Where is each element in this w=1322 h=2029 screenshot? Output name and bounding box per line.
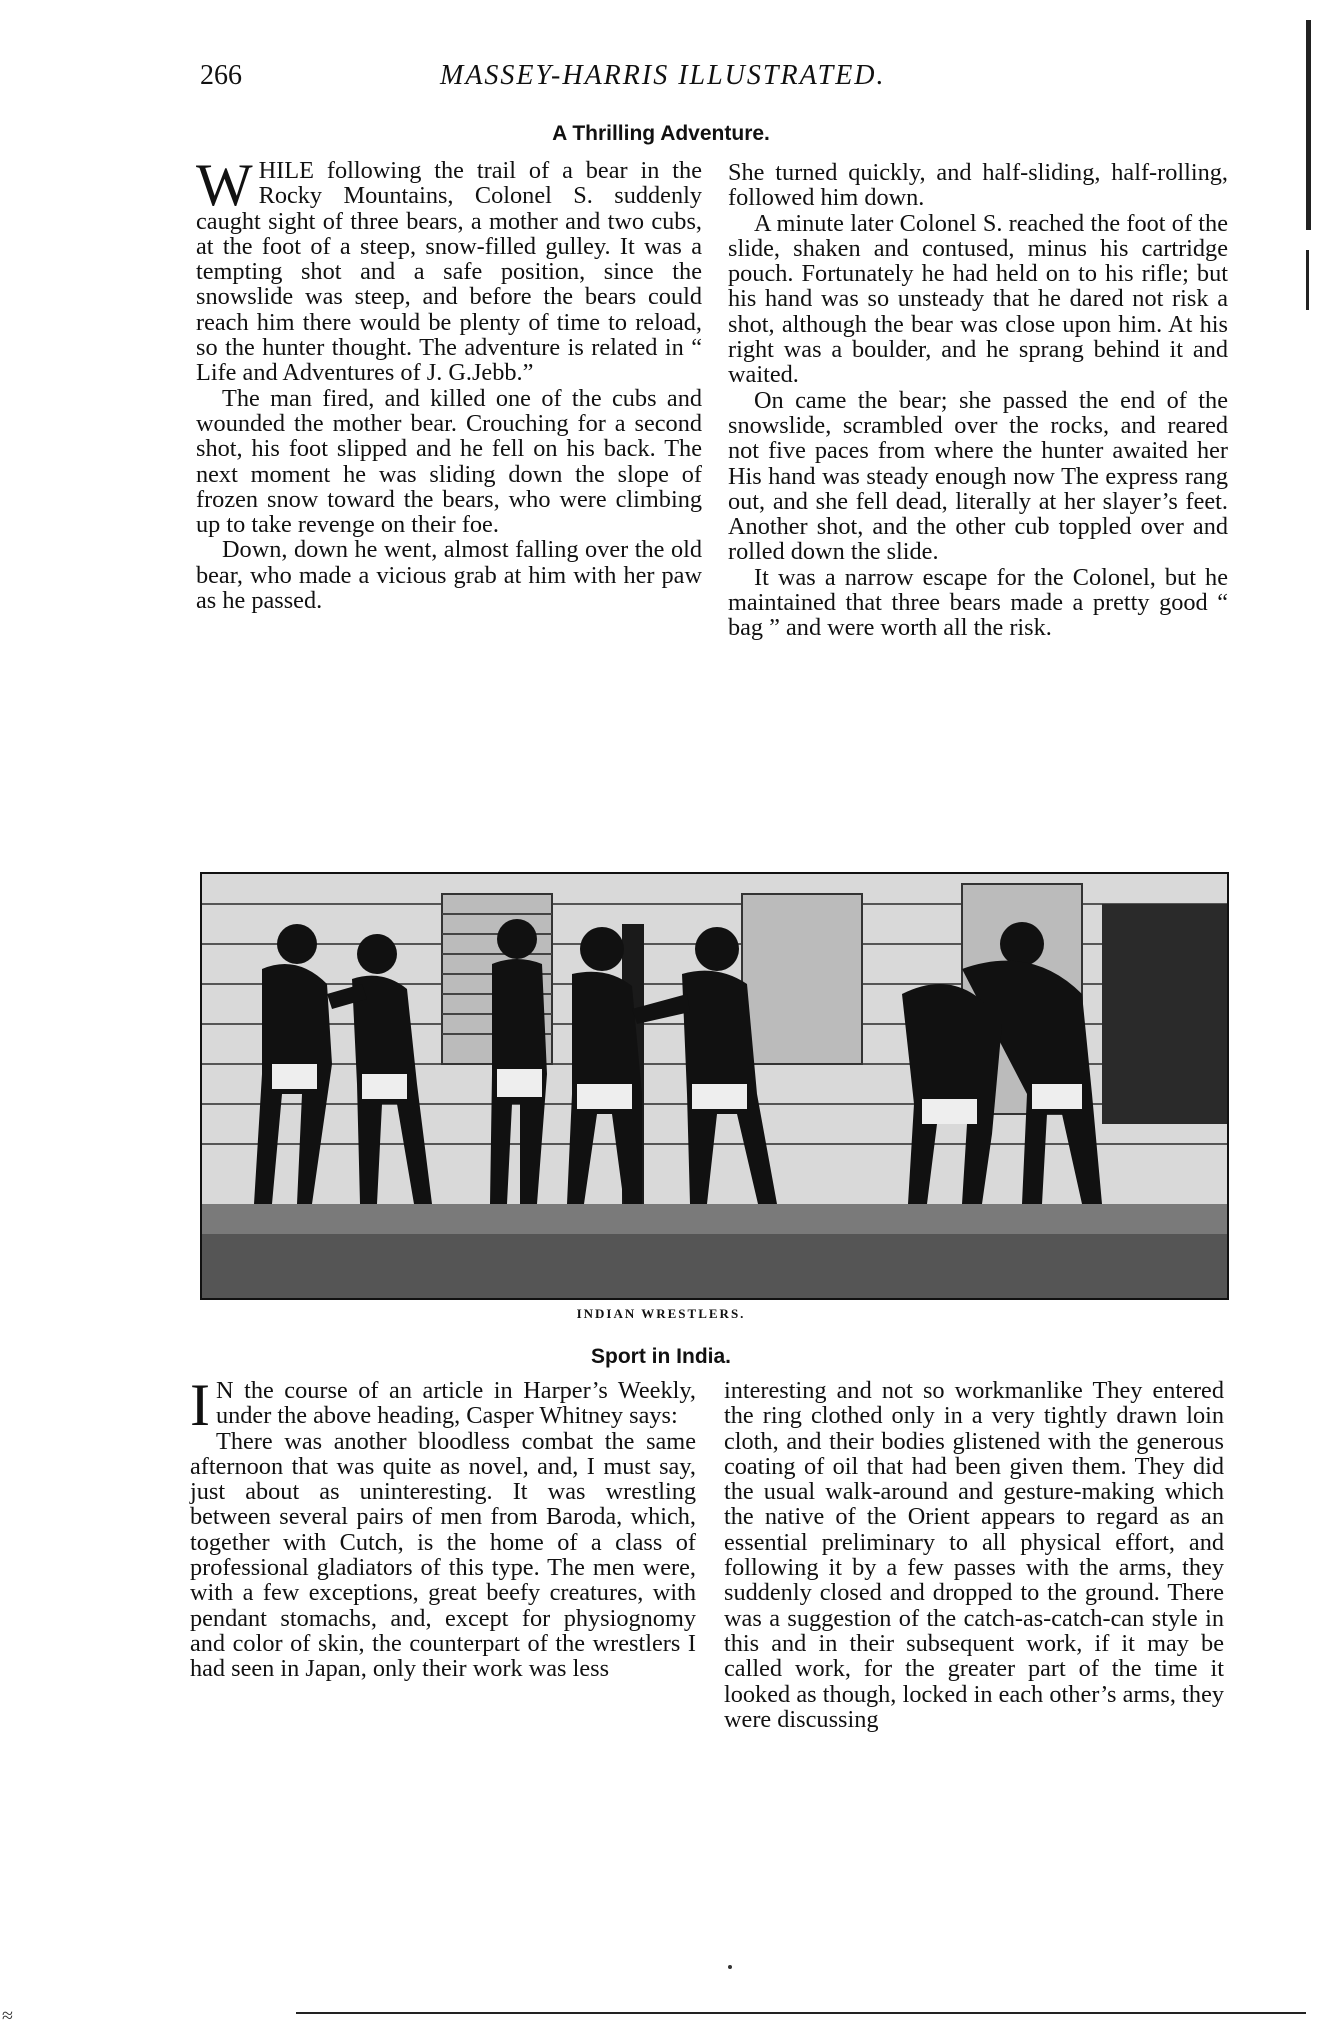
dropcap-w: W: [196, 152, 253, 218]
article-title-thrilling-adventure: A Thrilling Adventure.: [552, 122, 770, 145]
photo-caption: INDIAN WRESTLERS.: [576, 1306, 746, 1321]
article1-paragraph-6: On came the bear; she passed the end of the snowslide, scrambled over the rocks, and reared not five paces from where the hunter awaited her His hand was steady enough now The express rang out, and she fell dead, literally at her slayer’s feet. Another shot, and the other cub toppled over and rolled down the slide.: [728, 386, 1228, 566]
article1-paragraph-3: Down, down he went, almost falling over the old bear, who made a vicious grab at him with her paw as he passed.: [196, 536, 702, 615]
article2-left-column: [190, 1372, 696, 1683]
dropcap-i: I: [190, 1372, 210, 1438]
article1-left-column: [196, 152, 702, 615]
corner-mark: ≈: [2, 2005, 13, 2027]
article1-paragraph-5: A minute later Colonel S. reached the foot of the slide, shaken and contused, minus his cartridge pouch. Fortunately he had held on to his rifle; but his hand was so unsteady that he dared not risk a shot, although the bear was close upon him. At his right was a boulder, and he sprang behind it and waited.: [728, 209, 1228, 389]
bottom-rule: [296, 2012, 1306, 2014]
article1-paragraph-2: The man fired, and killed one of the cubs and wounded the mother bear. Crouching for a second shot, his foot slipped and he fell on his back. The next moment he was sliding down the slope of frozen snow toward the bears, who were climbing up to take revenge on their foe.: [196, 384, 702, 539]
wrestlers-photo: [200, 872, 1229, 1300]
article1-paragraph-4: She turned quickly, and half-sliding, half-rolling, followed him down.: [728, 159, 1228, 212]
article2-paragraph-1: I N the course of an article in Harper’s Weekly, under the above heading, Casper Whitney says:: [190, 1372, 696, 1438]
article2-paragraph-2: There was another bloodless combat the same afternoon that was quite as novel, and, I must say, just about as uninteresting. It was wrestling between several pairs of men from Baroda, which, together with Cutch, is the home of a class of professional gladiators of this type. The men were, with a few exceptions, great beefy creatures, with pendant stomachs, and, except for physiognomy and color of skin, the counterpart of the wrestlers I had seen in Japan, only their work was less: [190, 1427, 696, 1683]
running-title: MASSEY-HARRIS ILLUSTRATED.: [440, 60, 886, 91]
print-speck: [728, 1965, 732, 1969]
article2-paragraph-3: interesting and not so workmanlike They entered the ring clothed only in a very tightly drawn loin cloth, and their bodies glistened with the generous coating of oil that had been given them. They did the usual walk-around and gesture-making which the native of the Orient appears to regard as an essential preliminary to all physical effort, and following it by a few passes with the arms, they suddenly closed and dropped to the ground. There was a suggestion of the catch-as-catch-can style in this and in their subsequent work, if it may be called work, for the greater part of the time it looked as though, locked in each other’s arms, they were discussing: [724, 1377, 1224, 1733]
wrestlers-illustration: [202, 874, 1227, 1298]
margin-rule-lower: [1306, 250, 1309, 310]
article2-right-column: [724, 1378, 1224, 1732]
article1-paragraph-1: WHILE following the trail of a bear in the Rocky Mountains, Colonel S. suddenly caught sight of three bears, a mother and two cubs, at the foot of a steep, snow-filled gulley. It was a tempting shot and a safe position, since the snowslide was steep, and before the bears could reach him there would be plenty of time to reload, so the hunter thought. The adventure is related in “ Life and Adventures of J. G.Jebb.”: [196, 152, 702, 387]
article-title-sport-in-india: Sport in India.: [591, 1345, 731, 1368]
article1-right-column: [728, 160, 1228, 641]
article1-paragraph-7: It was a narrow escape for the Colonel, but he maintained that three bears made a pretty good “ bag ” and were worth all the risk.: [728, 563, 1228, 642]
page-header: [200, 60, 1200, 104]
page-number: 266: [200, 60, 242, 91]
